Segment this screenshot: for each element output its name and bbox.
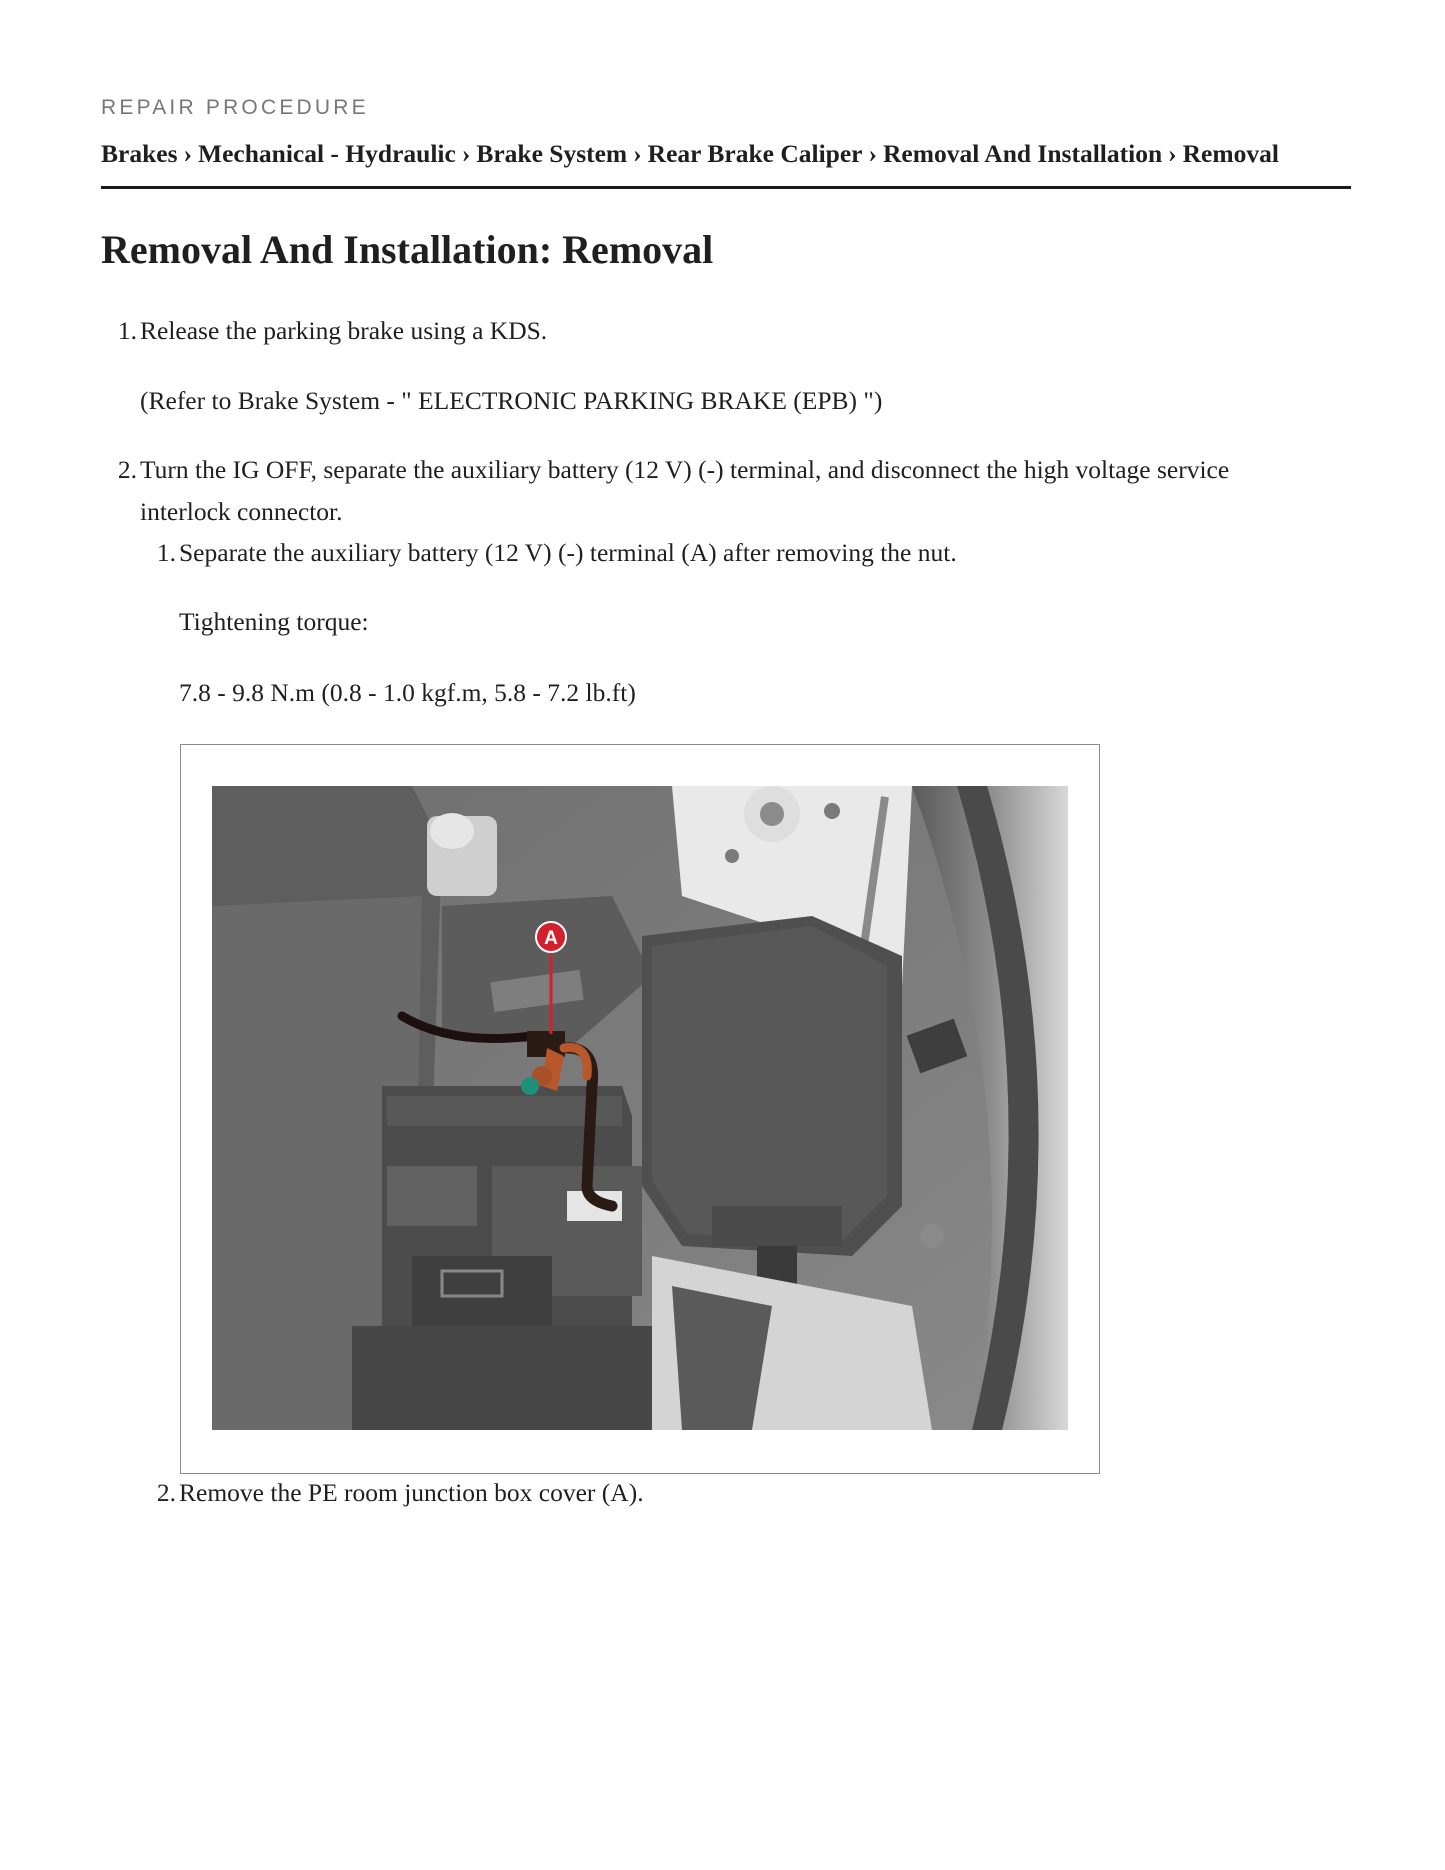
substep-2-2-number: 2. [156, 1478, 176, 1507]
breadcrumb-separator: › [183, 139, 192, 168]
breadcrumb-item-brakes[interactable]: Brakes [101, 139, 178, 168]
breadcrumb-item-rear-brake-caliper[interactable]: Rear Brake Caliper [647, 139, 863, 168]
torque-value: 7.8 - 9.8 N.m (0.8 - 1.0 kgf.m, 5.8 - 7.2 lb.ft) [179, 678, 636, 707]
torque-label: Tightening torque: [179, 607, 369, 636]
substep-2-2-text: Remove the PE room junction box cover (A). [179, 1478, 644, 1507]
breadcrumb [101, 139, 1279, 169]
breadcrumb-separator: › [461, 139, 471, 168]
battery-terminal-figure [180, 744, 1100, 1474]
step-2-text-line-2: interlock connector. [140, 497, 343, 526]
breadcrumb-item-brake-system[interactable]: Brake System [476, 139, 628, 168]
breadcrumb-separator: › [1168, 139, 1177, 168]
header-divider [101, 186, 1351, 189]
step-1-reference-note[interactable]: (Refer to Brake System - " ELECTRONIC PARKING BRAKE (EPB) ") [140, 386, 883, 415]
substep-2-1-number: 1. [156, 538, 176, 567]
step-2-text-line-1: Turn the IG OFF, separate the auxiliary battery (12 V) (-) terminal, and disconnect the high voltage service [140, 455, 1230, 484]
step-2-number: 2. [117, 455, 137, 484]
breadcrumb-item-removal[interactable]: Removal [1182, 139, 1279, 168]
breadcrumb-item-removal-and-installation[interactable]: Removal And Installation [883, 139, 1163, 168]
callout-a-label: A [544, 928, 558, 949]
engine-bay-photo [212, 786, 1068, 1430]
step-1-text: Release the parking brake using a KDS. [140, 316, 548, 345]
step-1-number: 1. [117, 316, 137, 345]
page-title: Removal And Installation: Removal [101, 227, 714, 272]
section-kicker: REPAIR PROCEDURE [101, 96, 369, 119]
breadcrumb-separator: › [868, 139, 877, 168]
substep-2-1-text: Separate the auxiliary battery (12 V) (-) terminal (A) after removing the nut. [179, 538, 957, 567]
breadcrumb-item-mechanical-hydraulic[interactable]: Mechanical - Hydraulic [198, 139, 456, 168]
breadcrumb-separator: › [633, 139, 642, 168]
